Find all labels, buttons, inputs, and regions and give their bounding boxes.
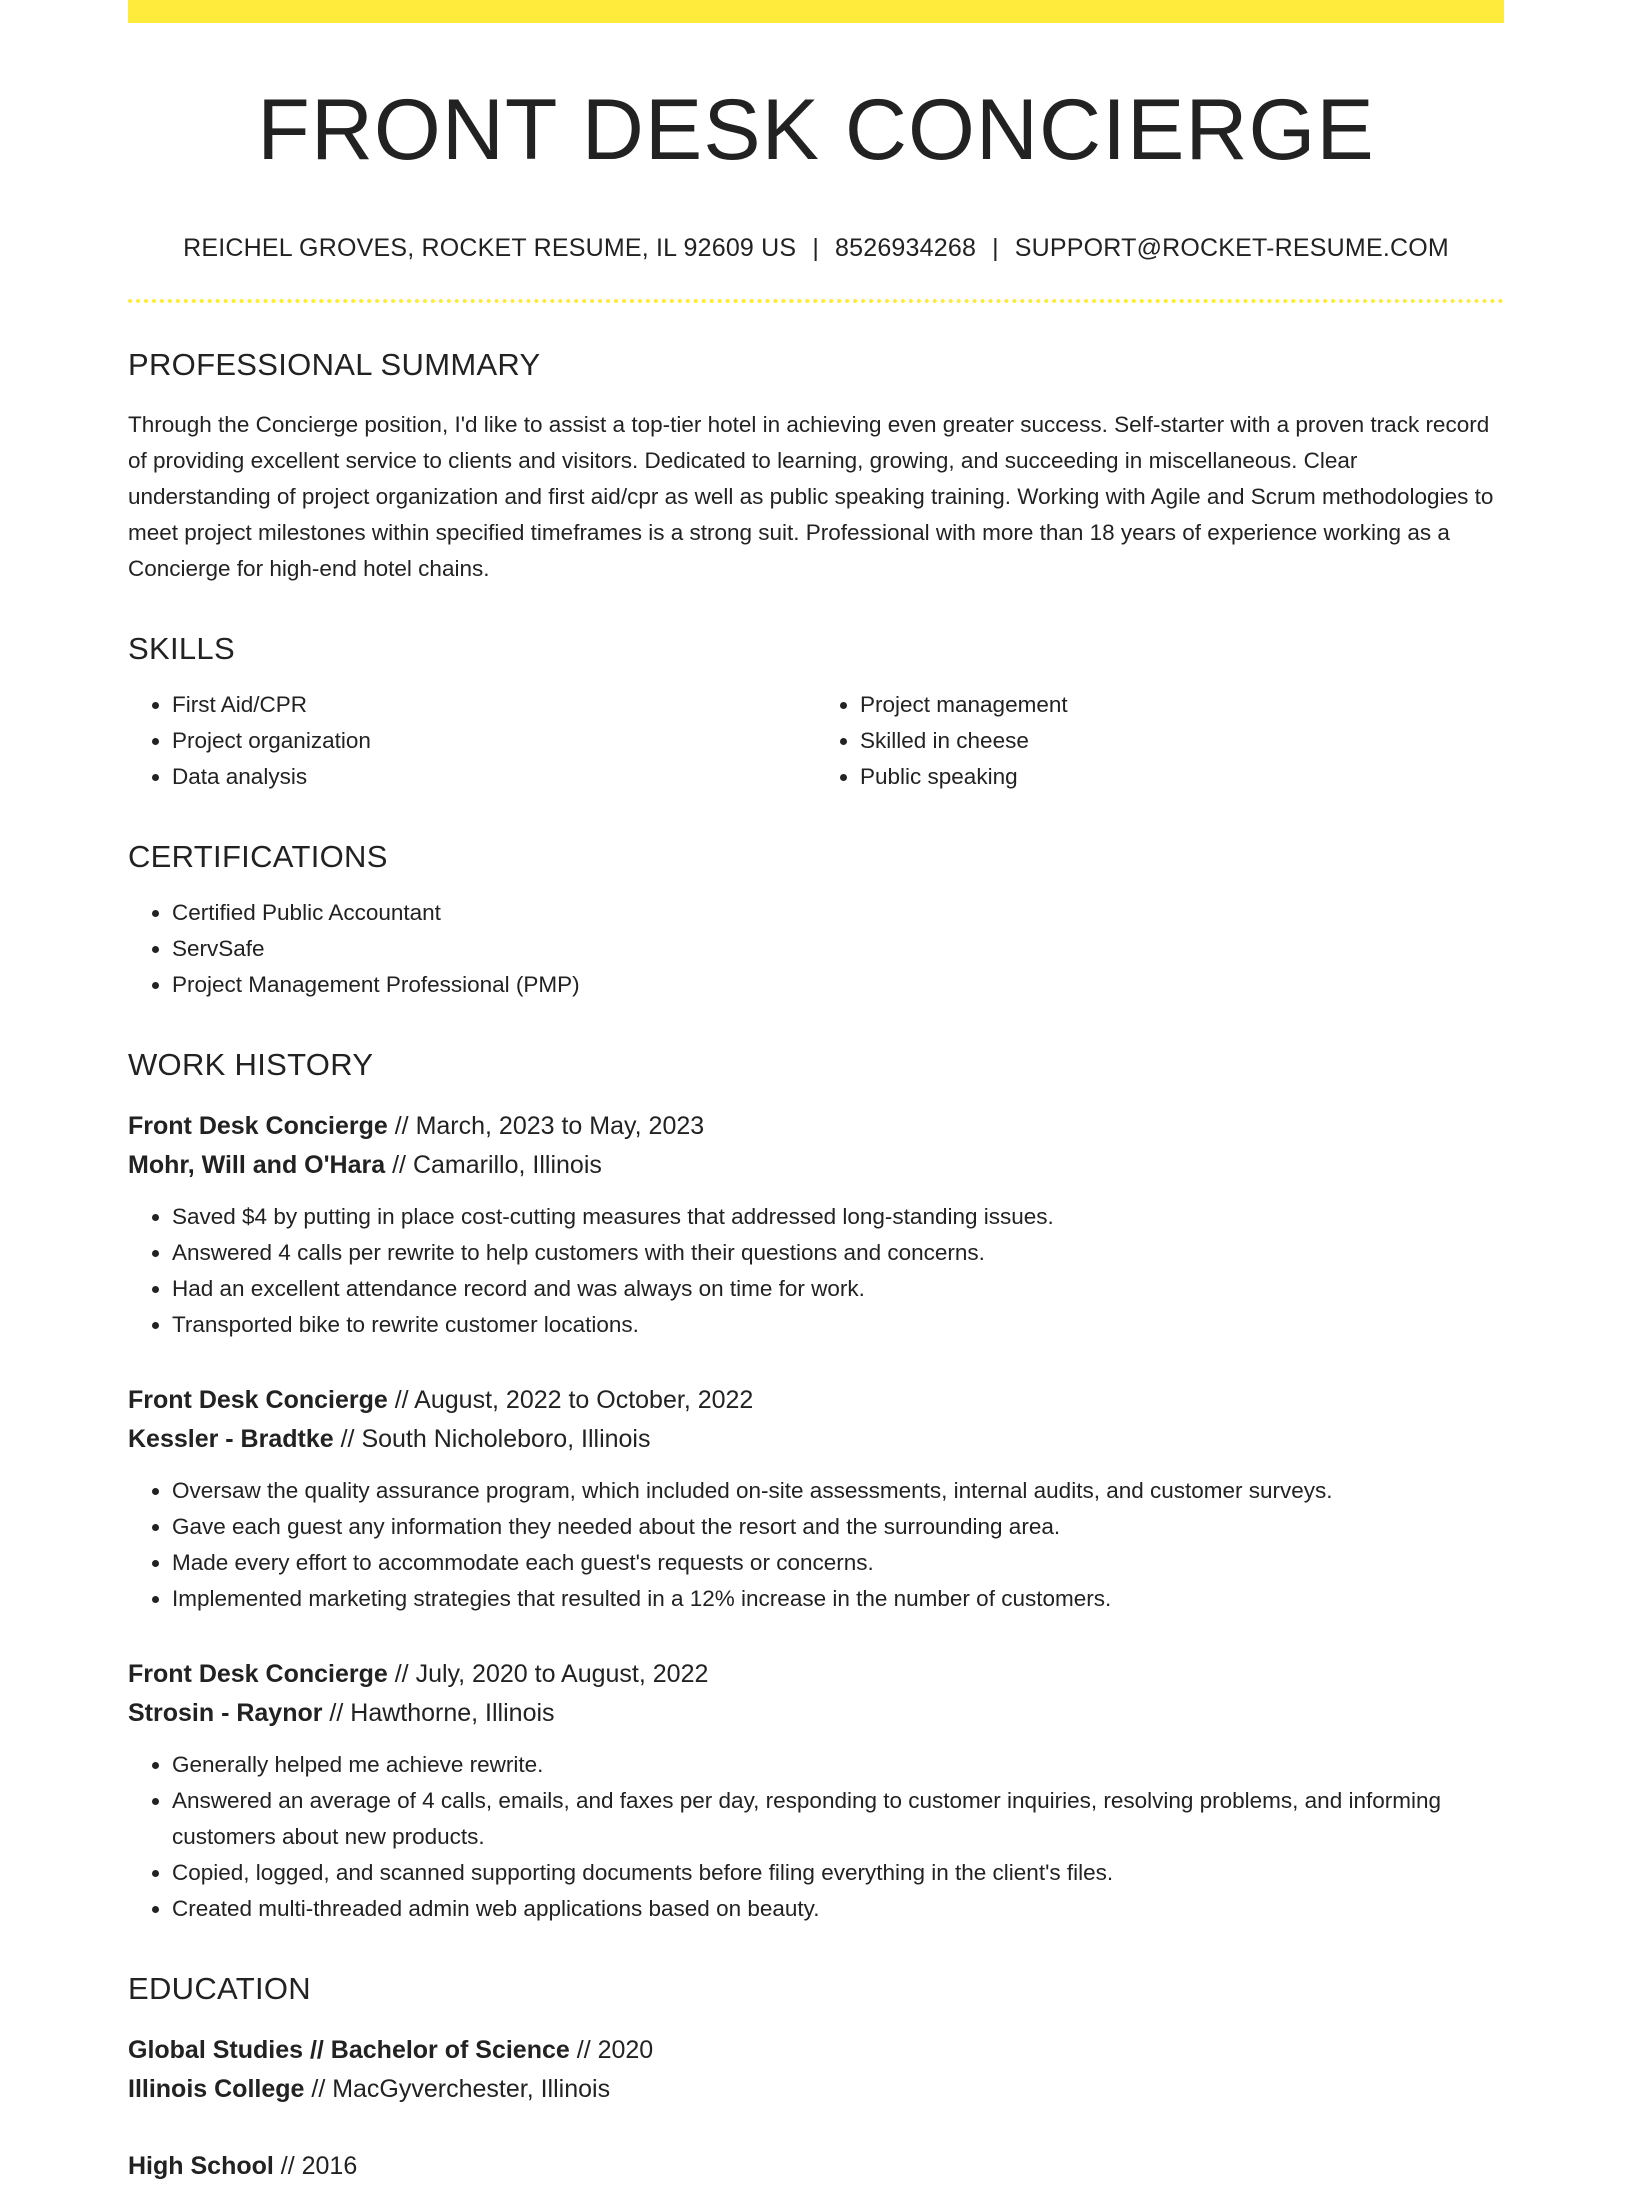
page-title: FRONT DESK CONCIERGE [257,82,1375,178]
skill-item: • Public speaking [860,759,1504,795]
job-company-line [128,1420,1504,1459]
resume-page [128,0,1504,2186]
education-degree: Global Studies // Bachelor of Science [128,2036,570,2065]
job-company: Strosin - Raynor [128,1699,323,1728]
job-duty: • Transported bike to rewrite customer locations. [172,1307,1504,1343]
work-history-heading: WORK HISTORY [128,1047,374,1083]
job-duty: • Answered an average of 4 calls, emails, and faxes per day, responding to customer inquiries, resolving problems, and informing customers about new products. [172,1783,1504,1855]
education-school-line [128,2070,1504,2109]
job-title-line [128,1107,1504,1146]
job-duty: • Made every effort to accommodate each guest's requests or concerns. [172,1545,1504,1581]
job-title-line [128,1381,1504,1420]
job-company: Mohr, Will and O'Hara [128,1151,386,1180]
skills-column-left [128,687,816,795]
education-degree: High School [128,2152,274,2181]
contact-email: SUPPORT@ROCKET-RESUME.COM [1014,234,1449,263]
certification-item: • Certified Public Accountant [172,895,1504,931]
job-title-line [128,1655,1504,1694]
certification-item: • Project Management Professional (PMP) [172,967,1504,1003]
education-location: // MacGyverchester, Illinois [304,2075,611,2104]
skill-item: • First Aid/CPR [172,687,816,723]
job-duty: • Saved $4 by putting in place cost-cutting measures that addressed long-standing issues. [172,1199,1504,1235]
skill-item: • Project management [860,687,1504,723]
skill-item: • Data analysis [172,759,816,795]
skill-item: • Skilled in cheese [860,723,1504,759]
education-school: Illinois College [128,2075,305,2104]
skills-heading: SKILLS [128,631,235,667]
job-duty: • Oversaw the quality assurance program, which included on-site assessments, internal audits, and customer surveys. [172,1473,1504,1509]
job-duties [128,1747,1504,1927]
job-duty: • Gave each guest any information they needed about the resort and the surrounding area. [172,1509,1504,1545]
education-degree-line [128,2147,1504,2186]
certifications-list [128,895,1504,1003]
job-duty: • Copied, logged, and scanned supporting documents before filing everything in the client's files. [172,1855,1504,1891]
job-location: // South Nicholeboro, Illinois [333,1425,651,1454]
contact-phone: 8526934268 [835,234,977,263]
contact-separator: | [992,234,999,263]
job-title: Front Desk Concierge [128,1660,388,1689]
certification-item: • ServSafe [172,931,1504,967]
summary-heading: PROFESSIONAL SUMMARY [128,347,541,383]
summary-text: Through the Concierge position, I'd like to assist a top-tier hotel in achieving even greater success. Self-starter with a proven track record of providing excellent service to clients and visitors. Dedicated to learning, growing, and succeeding in miscellaneous. Clear understanding of project organization and first aid/cpr as well as public speaking training. Working with Agile and Scrum methodologies to meet project milestones within specified timeframes is a strong suit. Professional with more than 18 years of experience working as a Concierge for high-end hotel chains. [128,412,1494,582]
job-location: // Hawthorne, Illinois [322,1699,555,1728]
job-duties [128,1199,1504,1343]
education-degree-line [128,2031,1504,2070]
accent-top-bar [128,0,1504,23]
job-duty: • Generally helped me achieve rewrite. [172,1747,1504,1783]
job-duty: • Answered 4 calls per rewrite to help customers with their questions and concerns. [172,1235,1504,1271]
education-year: // 2016 [273,2152,358,2181]
education-entry [128,2031,1504,2109]
job-duty: • Created multi-threaded admin web applications based on beauty. [172,1891,1504,1927]
job-dates: // August, 2022 to October, 2022 [387,1386,754,1415]
job-dates: // July, 2020 to August, 2022 [387,1660,709,1689]
job-entry [128,1381,1504,1617]
dotted-divider [128,299,1504,303]
job-duty: • Had an excellent attendance record and was always on time for work. [172,1271,1504,1307]
skills-list [128,687,1504,795]
job-company-line [128,1694,1504,1733]
job-title: Front Desk Concierge [128,1386,388,1415]
job-entry [128,1655,1504,1927]
contact-separator: | [812,234,820,263]
job-entry [128,1107,1504,1343]
education-entry [128,2147,1504,2186]
skill-item: • Project organization [172,723,816,759]
job-title: Front Desk Concierge [128,1112,388,1141]
job-company: Kessler - Bradtke [128,1425,334,1454]
contact-address: REICHEL GROVES, ROCKET RESUME, IL 92609 US [183,234,797,263]
education-heading: EDUCATION [128,1971,311,2007]
contact-line [128,234,1504,263]
education-year: // 2020 [569,2036,654,2065]
job-duty: • Implemented marketing strategies that resulted in a 12% increase in the number of customers. [172,1581,1504,1617]
job-duties [128,1473,1504,1617]
skills-column-right [816,687,1504,795]
job-location: // Camarillo, Illinois [385,1151,602,1180]
job-dates: // March, 2023 to May, 2023 [387,1112,705,1141]
certifications-heading: CERTIFICATIONS [128,839,388,875]
job-company-line [128,1146,1504,1185]
